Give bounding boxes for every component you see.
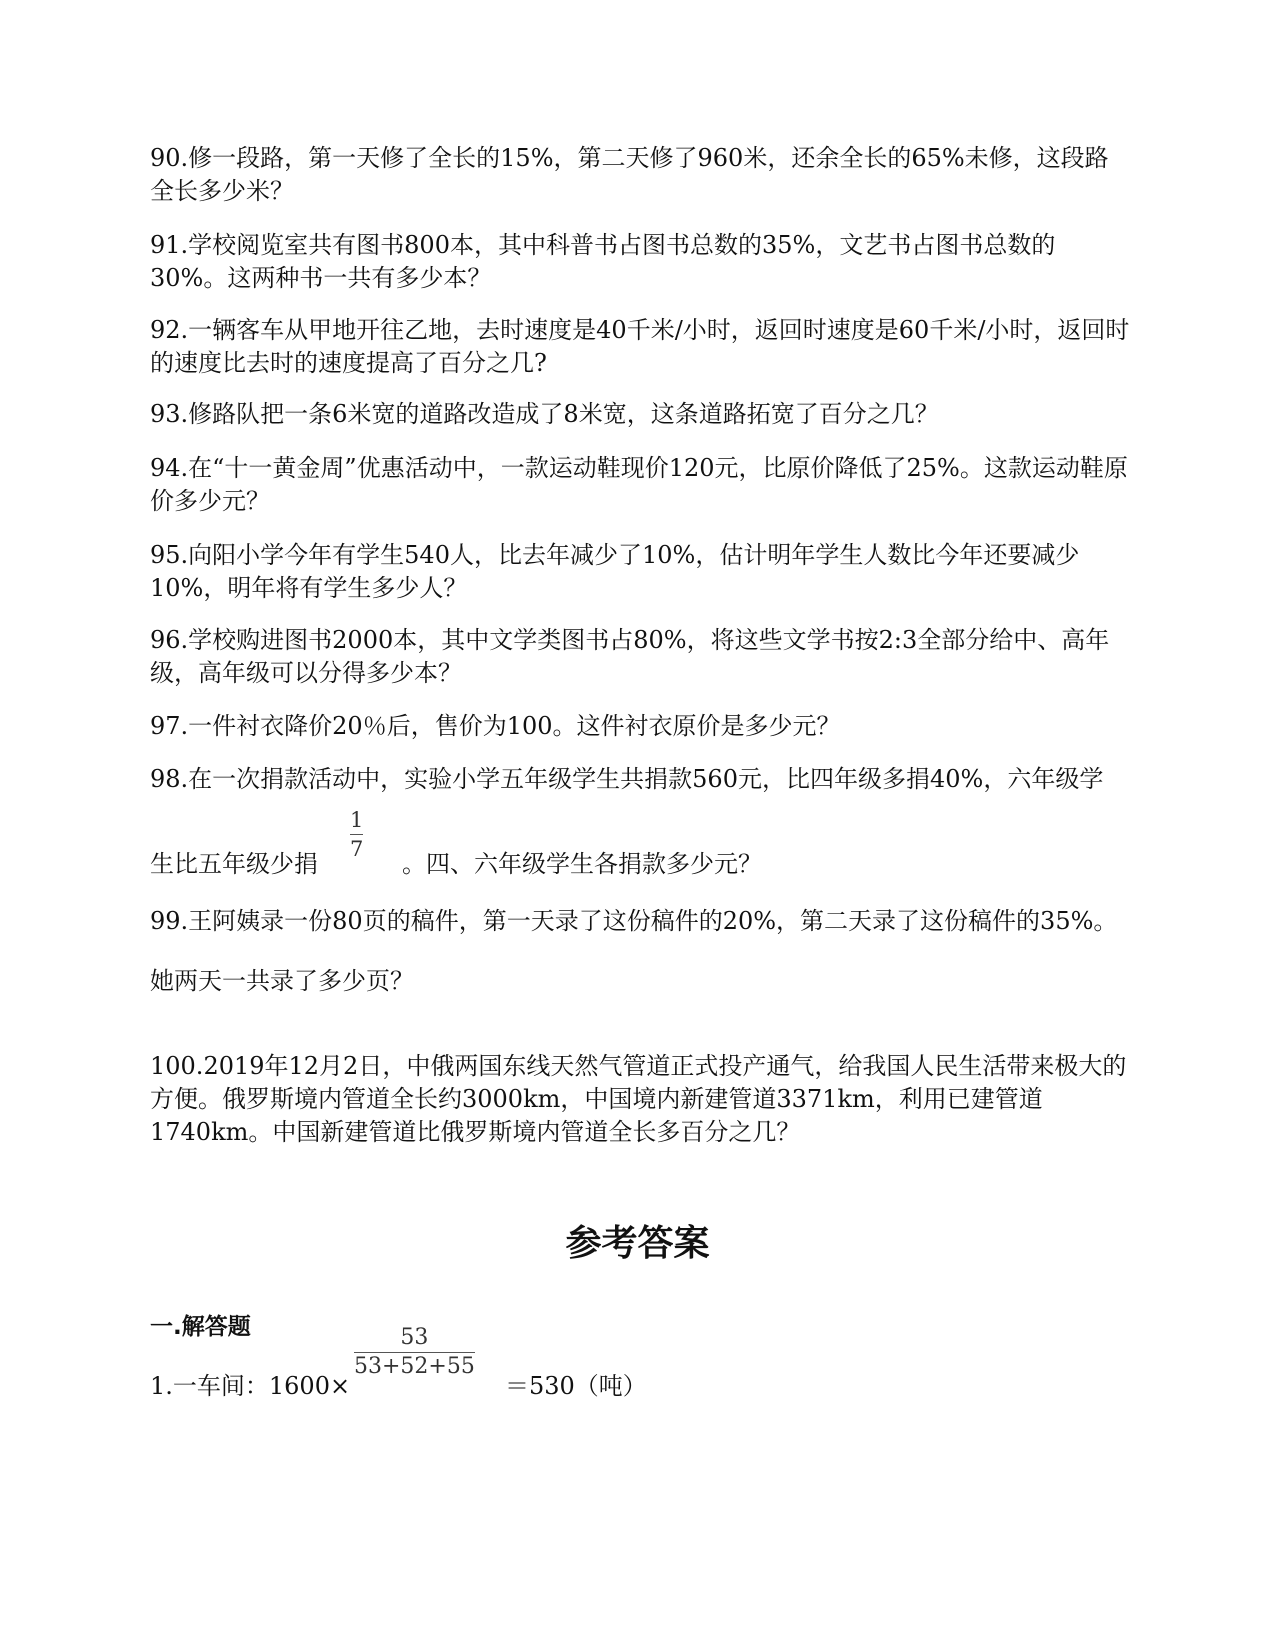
question-98-line2-before: 生比五年级少捐 — [150, 850, 318, 878]
question-96: 96.学校购进图书2000本，其中文学类图书占80%，将这些文学书按2:3全部分给中、高年级，高年级可以分得多少本？ — [150, 626, 1110, 687]
answer-1-fraction — [354, 1326, 475, 1379]
answer-1-before: 1.一车间：1600× — [150, 1372, 351, 1400]
fraction-bar — [354, 1352, 475, 1353]
question-98-line1: 98.在一次捐款活动中，实验小学五年级学生共捐款560元，比四年级多捐40%，六年级学 — [150, 765, 1104, 793]
question-90: 90.修一段路，第一天修了全长的15%，第二天修了960米，还余全长的65%未修，这段路全长多少米？ — [150, 144, 1109, 205]
answer-1-after: ＝530（吨） — [505, 1372, 647, 1400]
question-95: 95.向阳小学今年有学生540人，比去年减少了10%，估计明年学生人数比今年还要减少10%，明年将有学生多少人？ — [150, 541, 1080, 602]
fraction-denominator: 7 — [350, 837, 364, 861]
question-92: 92.一辆客车从甲地开往乙地，去时速度是40千米/小时，返回时速度是60千米/小时，返回时的速度比去时的速度提高了百分之几? — [150, 316, 1130, 377]
question-100: 100.2019年12月2日，中俄两国东线天然气管道正式投产通气，给我国人民生活带来极大的方便。俄罗斯境内管道全长约3000km，中国境内新建管道3371km，利用已建管道1740km。中国新建管道比俄罗斯境内管道全长多百分之几？ — [150, 1052, 1127, 1146]
question-91: 91.学校阅览室共有图书800本，其中科普书占图书总数的35%，文艺书占图书总数的30%。这两种书一共有多少本？ — [150, 231, 1056, 292]
question-93: 93.修路队把一条6米宽的道路改造成了8米宽，这条道路拓宽了百分之几？ — [150, 400, 939, 428]
question-98-fraction — [350, 808, 363, 861]
question-97: 97.一件衬衣降价20％后，售价为100。这件衬衣原价是多少元？ — [150, 712, 841, 740]
section-heading: 一.解答题 — [150, 1314, 251, 1340]
question-99-line1: 99.王阿姨录一份80页的稿件，第一天录了这份稿件的20%，第二天录了这份稿件的35%。 — [150, 907, 1118, 935]
question-98-line2-after: 。四、六年级学生各捐款多少元？ — [402, 850, 762, 878]
question-99-line2: 她两天一共录了多少页？ — [150, 967, 414, 995]
answer-key-title: 参考答案 — [565, 1223, 710, 1264]
fraction-bar — [350, 834, 363, 835]
fraction-numerator: 1 — [350, 808, 364, 832]
fraction-numerator: 53 — [400, 1325, 429, 1350]
question-94: 94.在“十一黄金周”优惠活动中，一款运动鞋现价120元，比原价降低了25%。这款运动鞋原价多少元？ — [150, 454, 1128, 515]
fraction-denominator: 53+52+55 — [354, 1354, 475, 1379]
